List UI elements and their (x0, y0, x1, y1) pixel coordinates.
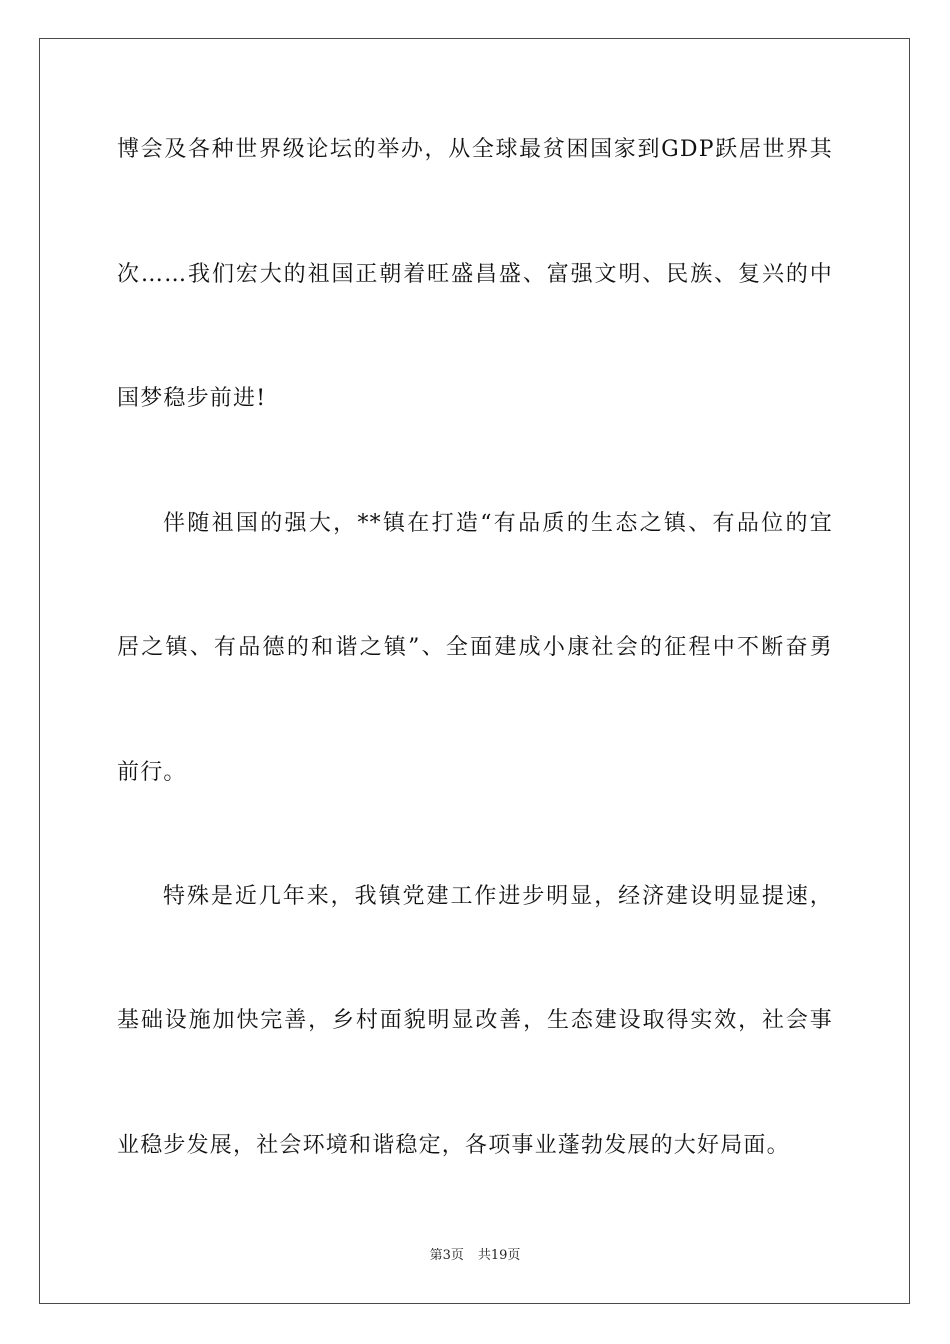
paragraph-line-5: 居之镇、有品德的和谐之镇”、全面建成小康社会的征程中不断奋勇 (117, 635, 833, 660)
paragraph-line-2: 次……我们宏大的祖国正朝着旺盛昌盛、富强文明、民族、复兴的中 (117, 262, 833, 287)
paragraph-line-8: 基础设施加快完善，乡村面貌明显改善，生态建设取得实效，社会事 (117, 1008, 833, 1033)
page-footer (0, 1248, 950, 1264)
paragraph-line-9: 业稳步发展，社会环境和谐稳定，各项事业蓬勃发展的大好局面。 (117, 1133, 790, 1158)
paragraph-line-1: 博会及各种世界级论坛的举办，从全球最贫困国家到GDP跃居世界其 (117, 137, 833, 162)
paragraph-line-3: 国梦稳步前进! (117, 386, 267, 411)
total-pages: 共19页 (477, 1248, 521, 1263)
paragraph-line-4: 伴随祖国的强大，**镇在打造“有品质的生态之镇、有品位的宜 (163, 511, 833, 536)
page-border (39, 38, 910, 1304)
paragraph-line-7: 特殊是近几年来，我镇党建工作进步明显，经济建设明显提速， (163, 884, 833, 909)
page-number: 第3页 (429, 1248, 464, 1263)
paragraph-line-6: 前行。 (117, 760, 187, 785)
